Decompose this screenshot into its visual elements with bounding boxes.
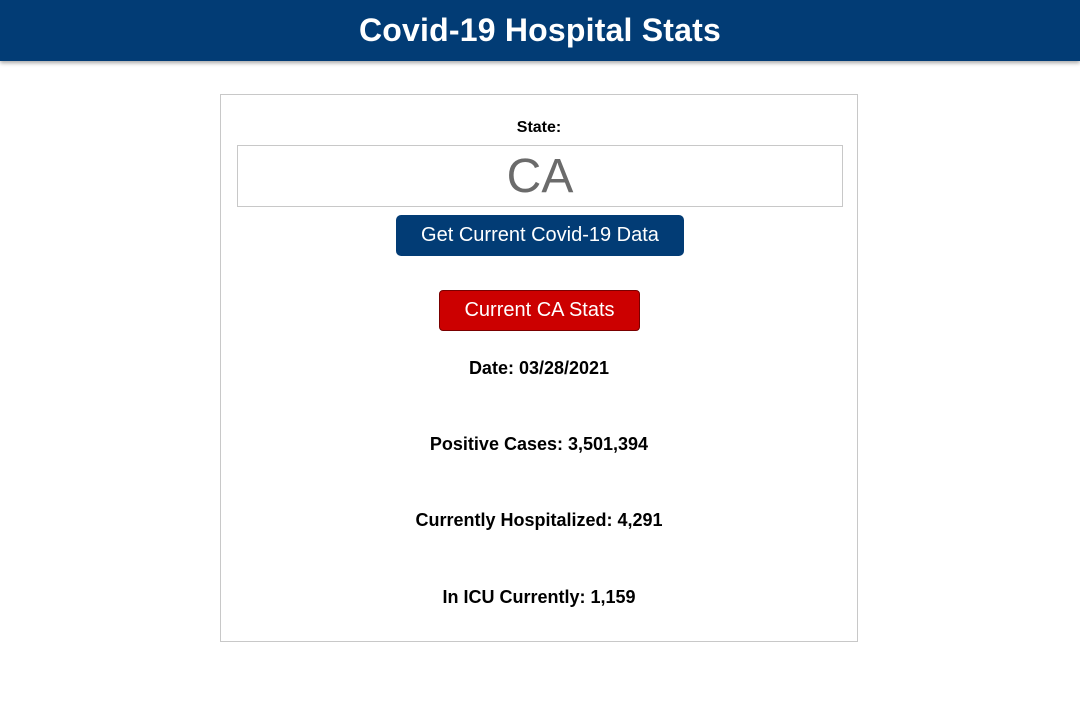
positive-cases-stat: Positive Cases: 3,501,394 [429,434,649,454]
stats-card [220,94,858,642]
state-input[interactable] [237,145,843,207]
current-stats-button[interactable]: Current CA Stats [439,290,640,331]
hospitalized-stat: Currently Hospitalized: 4,291 [415,510,663,530]
get-data-button[interactable]: Get Current Covid-19 Data [396,215,684,256]
icu-stat: In ICU Currently: 1,159 [442,587,636,607]
page-title: Covid-19 Hospital Stats [358,12,721,48]
state-label: State: [516,119,562,136]
app-header [0,0,1080,61]
date-stat: Date: 03/28/2021 [468,358,610,378]
